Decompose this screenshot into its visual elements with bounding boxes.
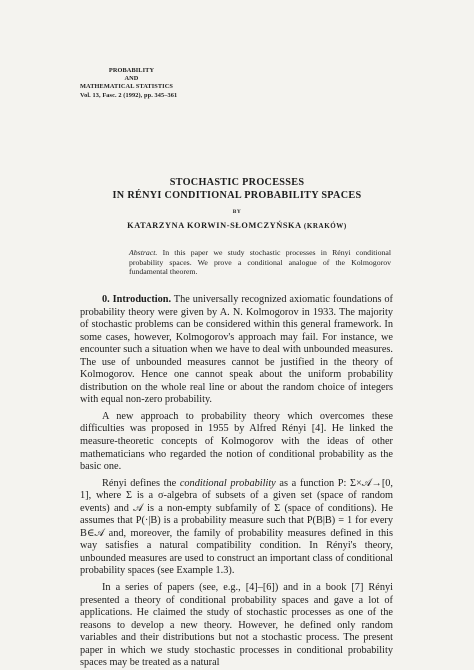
abstract-text: In this paper we study stochastic processes in Rényi conditional probability spaces. We prove a conditional analogue of the Kolmogorov fundamental theorem.: [129, 248, 391, 277]
author-affiliation: (KRAKÓW): [303, 222, 347, 230]
paragraph-1: [80, 294, 393, 407]
journal-name-line1: PROBABILITY: [108, 67, 155, 74]
author-name: KATARZYNA KORWIN-SŁOMCZYŃSKA: [127, 221, 302, 230]
paragraph-4: In a series of papers (see, e.g., [4]–[6]) and in a book [7] Rényi presented a theory of conditional probability spaces and gave a lot of applications. He claimed the study of stochastic processes as one of the reasons to develop a new theory. However, he defined only random variables and their distributions but not a stochastic process. The present paper in which we study stochastic processes in conditional probability spaces may be treated as a natural: [80, 582, 393, 669]
paragraph-1-text: The universally recognized axiomatic foundations of probability theory were given by A. N. Kolmogorov in 1933. The majority of stochastic problems can be considered within this general framework. In some cases, however, Kolmogorov's approach may fail. For instance, we encounter such a situation when we have to deal with unbounded measures. The use of unbounded measures cannot be justified in the theory of Kolmogorov. Hence one cannot speak about the uniform probability distribution on the whole real line or about the random choice of integers with equal non-zero probability.: [80, 294, 393, 406]
by-label: BY: [232, 209, 242, 215]
paragraph-3-text-a: Rényi defines the: [102, 477, 180, 489]
journal-name-line2: AND: [124, 75, 139, 83]
journal-info: [80, 67, 230, 100]
paper-title-line1: STOCHASTIC PROCESSES: [169, 177, 305, 188]
paper-header: [80, 177, 394, 230]
section-heading: 0. Introduction.: [102, 294, 172, 305]
journal-volume: Vol. 13, Fasc. 2 (1992), pp. 345–361: [80, 91, 178, 99]
defined-term: conditional probability: [179, 477, 276, 489]
introduction-section: [80, 294, 393, 670]
paragraph-3: [80, 478, 393, 578]
author-line: [80, 221, 394, 230]
paragraph-3-text-b: as a function P: Σ×𝒜→[0, 1], where Σ is a σ-algebra of subsets of a given set (space of random events) and 𝒜 is a non-empty subfamily of Σ (space of conditions). He assumes that P(·|B) is a probability measure such that P(B|B) = 1 for every B∈𝒜 and, moreover, the family of probability measures defined in this way satisfies a natural compatibility condition. In Rényi's theory, unbounded measures are used to construct an important class of conditional probability spaces (see Example 1.3).: [80, 477, 393, 577]
paper-title-line2: IN RÉNYI CONDITIONAL PROBABILITY SPACES: [112, 189, 362, 201]
paragraph-2: A new approach to probability theory which overcomes these difficulties was proposed in 1955 by Alfred Rényi [4]. He linked the measure-theoretic concepts of Kolmogorov with the ideas of other mathematicians who regarded the notion of conditional probability as the basic one.: [80, 410, 393, 473]
abstract-label: Abstract.: [129, 248, 158, 257]
journal-name-line3: MATHEMATICAL STATISTICS: [80, 83, 173, 91]
paper-title: [80, 177, 394, 202]
abstract: [129, 248, 391, 277]
